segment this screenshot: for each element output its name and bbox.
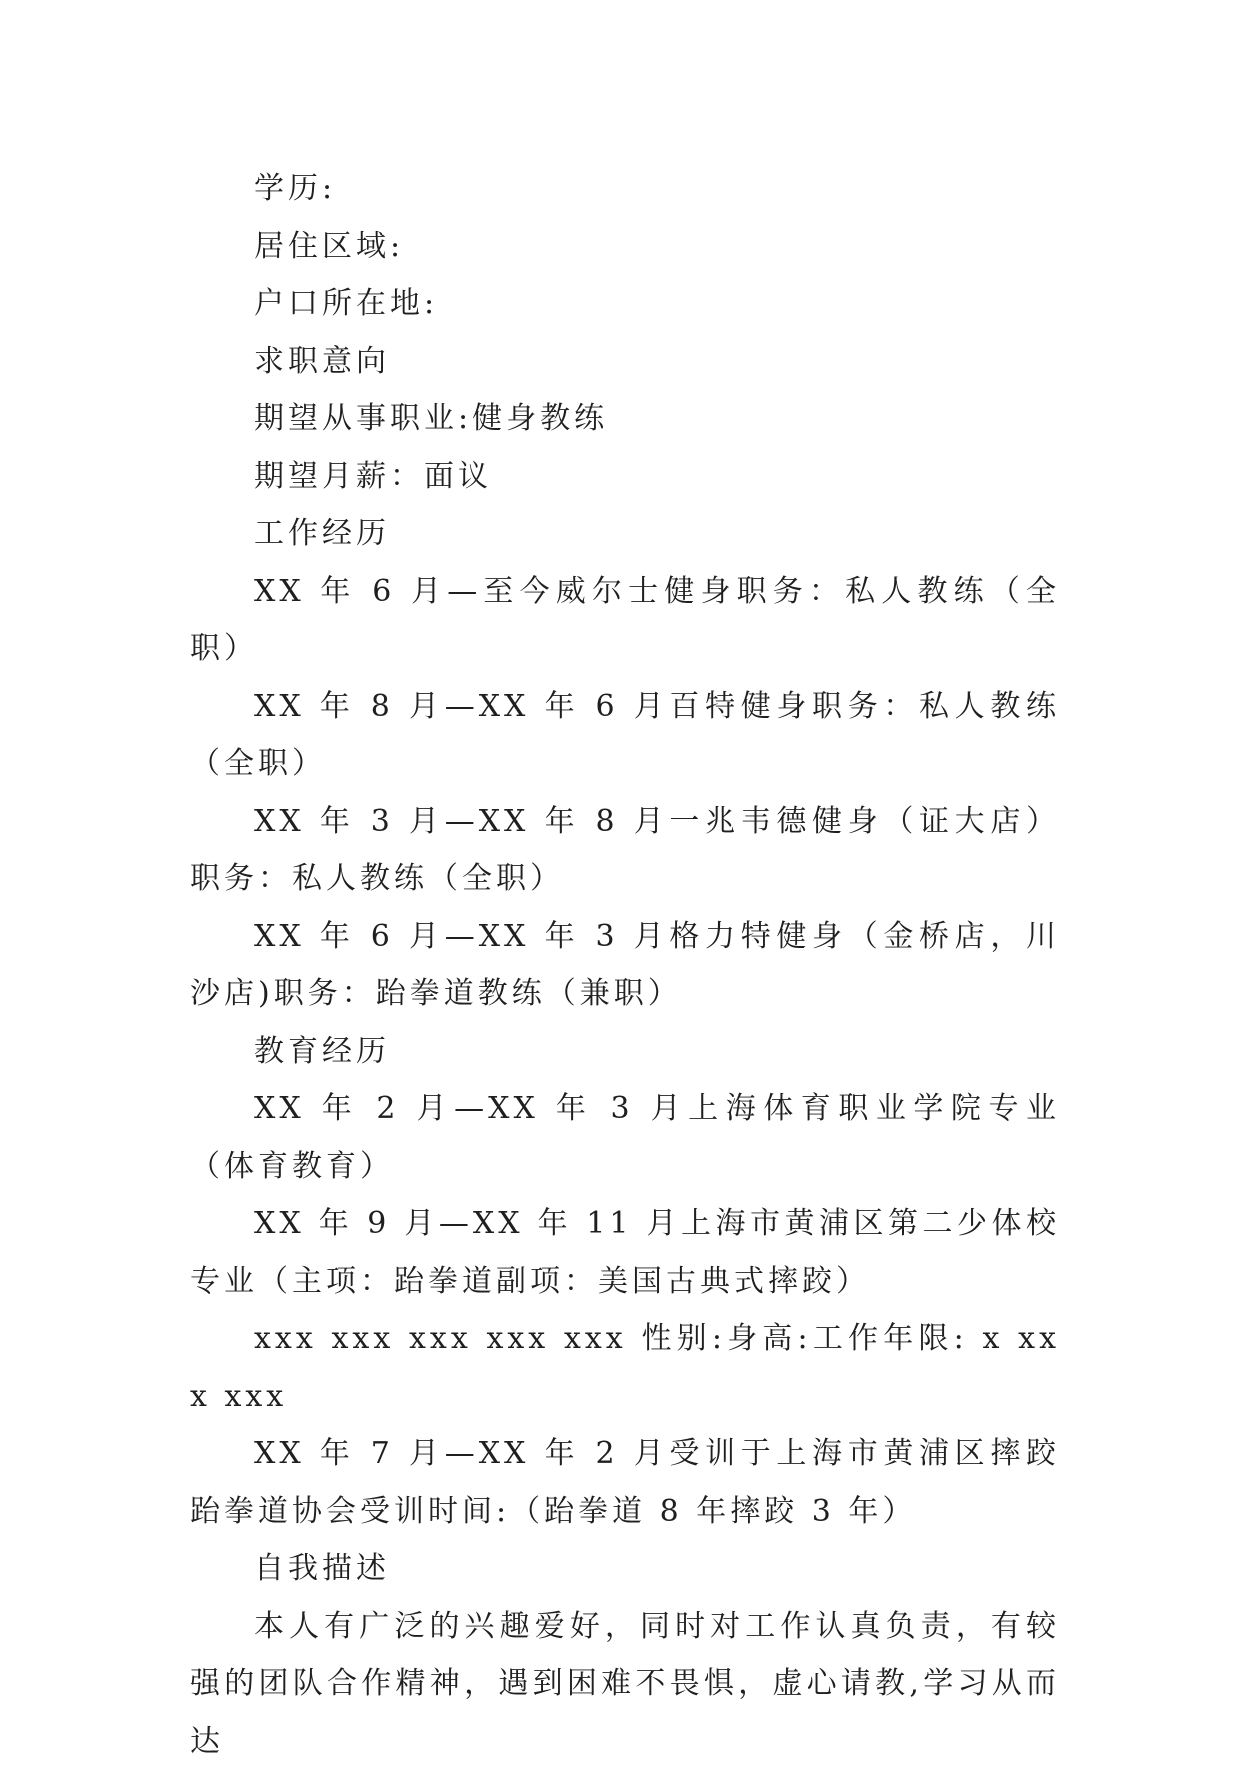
training-entry: XX 年 7 月—XX 年 2 月受训于上海市黄浦区摔跤跆拳道协会受训时间:（跆拳道 8 年摔跤 3 年） bbox=[190, 1425, 1060, 1540]
work-experience-heading: 工作经历 bbox=[190, 505, 1060, 563]
residence-label: 居住区域: bbox=[190, 218, 1060, 276]
self-description-text: 本人有广泛的兴趣爱好，同时对工作认真负责，有较强的团队合作精神，遇到困难不畏惧，虚心请教,学习从而达 bbox=[190, 1598, 1060, 1770]
hukou-label: 户口所在地: bbox=[190, 275, 1060, 333]
education-experience-heading: 教育经历 bbox=[190, 1023, 1060, 1081]
work-entry-3: XX 年 3 月—XX 年 8 月一兆韦德健身（证大店）职务：私人教练（全职） bbox=[190, 793, 1060, 908]
personal-info-line: xxx xxx xxx xxx xxx 性别:身高:工作年限: x xxx xxx bbox=[190, 1310, 1060, 1425]
education-entry-2: XX 年 9 月—XX 年 11 月上海市黄浦区第二少体校专业（主项：跆拳道副项：美国古典式摔跤） bbox=[190, 1195, 1060, 1310]
work-entry-2: XX 年 8 月—XX 年 6 月百特健身职务：私人教练（全职） bbox=[190, 678, 1060, 793]
work-entry-4: XX 年 6 月—XX 年 3 月格力特健身（金桥店，川沙店)职务：跆拳道教练（兼职） bbox=[190, 908, 1060, 1023]
desired-salary: 期望月薪：面议 bbox=[190, 448, 1060, 506]
work-entry-1: XX 年 6 月—至今威尔士健身职务：私人教练（全职） bbox=[190, 563, 1060, 678]
education-entry-1: XX 年 2 月—XX 年 3 月上海体育职业学院专业（体育教育） bbox=[190, 1080, 1060, 1195]
self-description-heading: 自我描述 bbox=[190, 1540, 1060, 1598]
education-label: 学历: bbox=[190, 160, 1060, 218]
desired-occupation: 期望从事职业:健身教练 bbox=[190, 390, 1060, 448]
job-intention-heading: 求职意向 bbox=[190, 333, 1060, 391]
document-page bbox=[190, 160, 1060, 1770]
